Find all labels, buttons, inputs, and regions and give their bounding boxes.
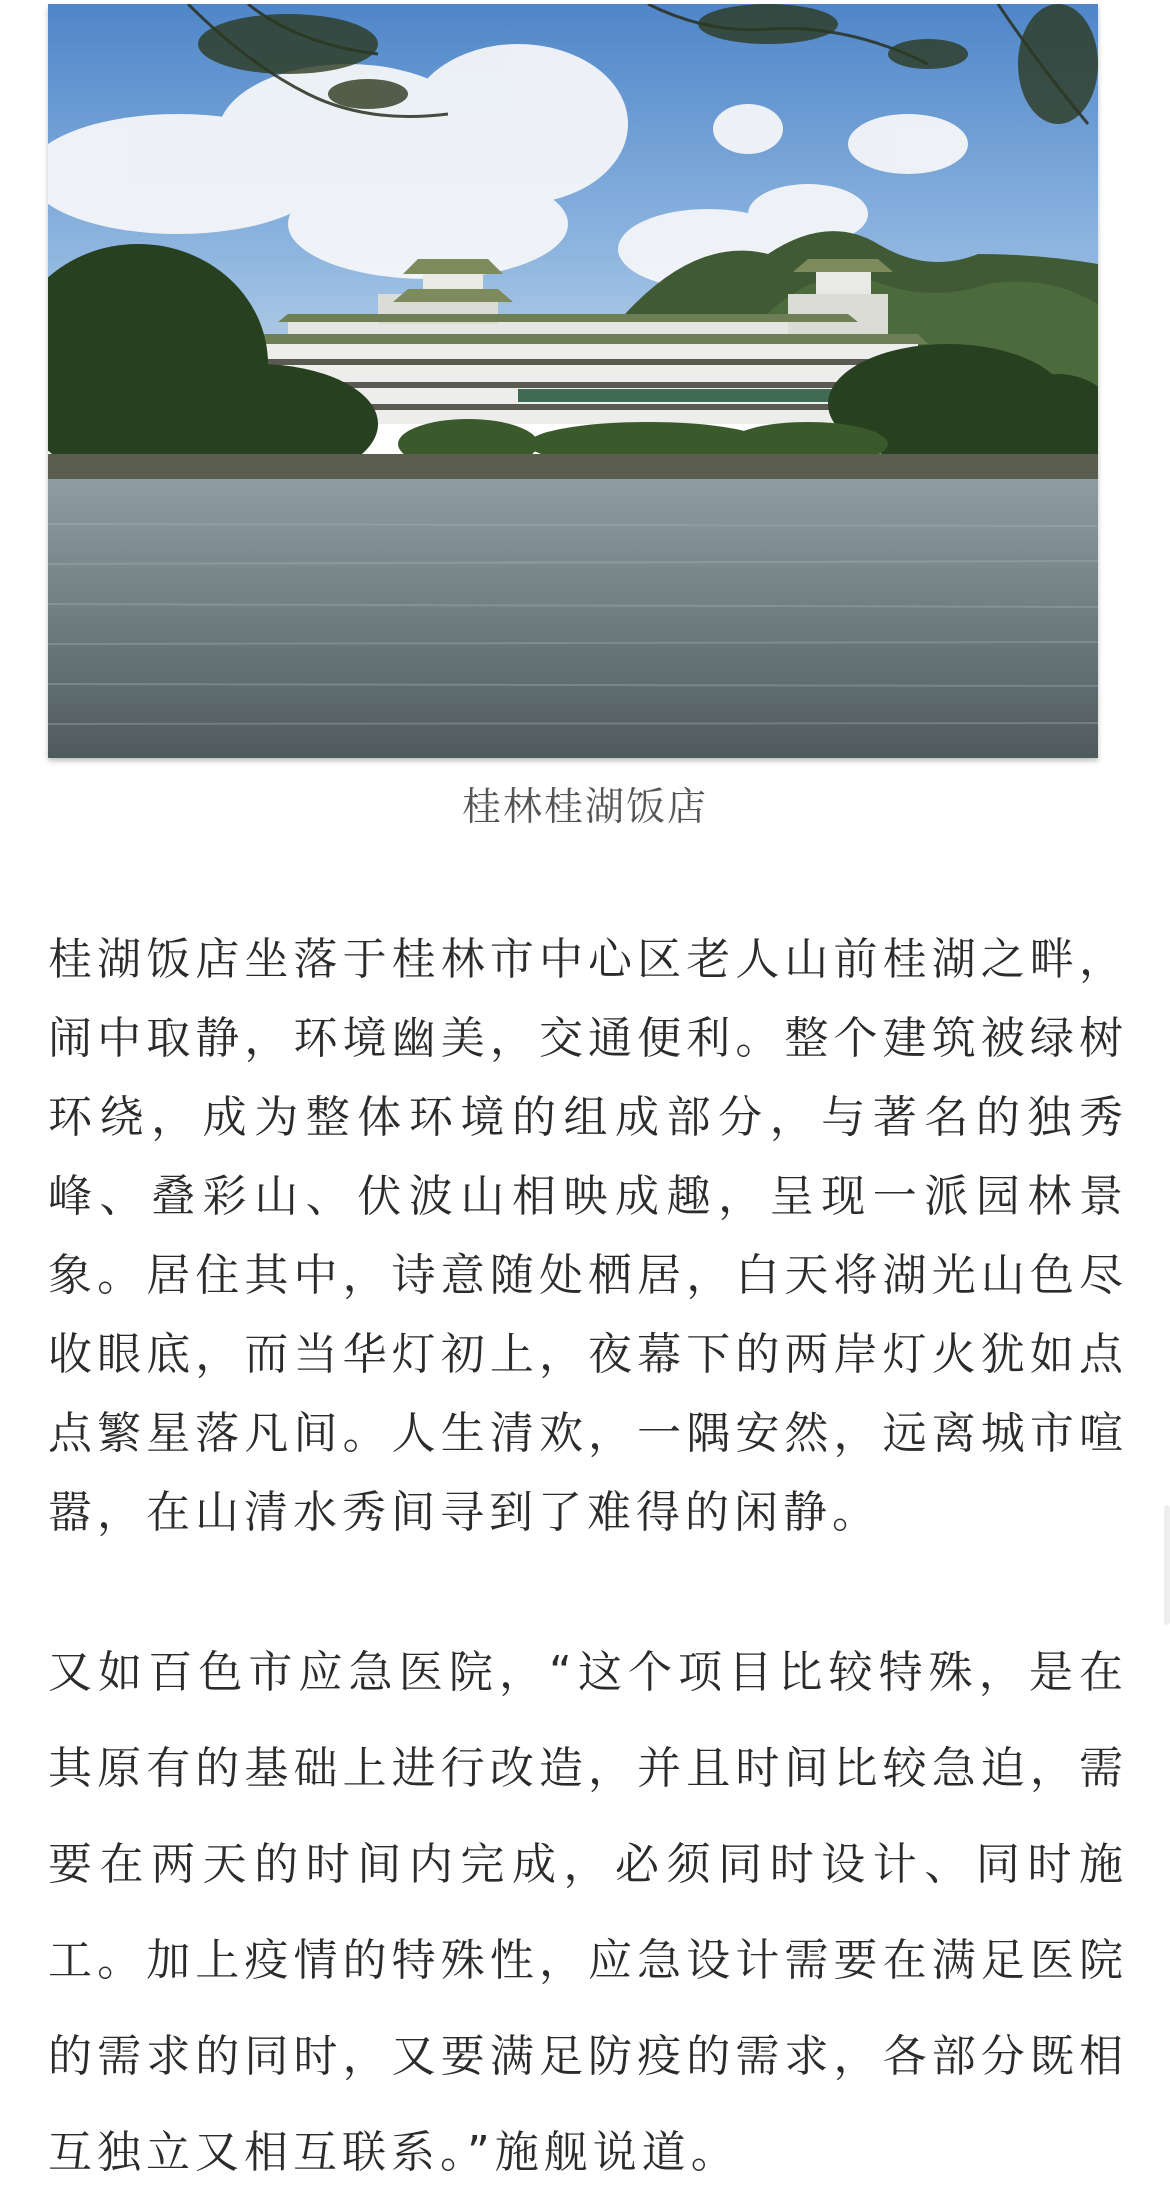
hotel-photo-illustration bbox=[48, 4, 1098, 758]
article-paragraph: 桂湖饭店坐落于桂林市中心区老人山前桂湖之畔，闹中取静，环境幽美，交通便利。整个建筑被绿树环绕，成为整体环境的组成部分，与著名的独秀峰、叠彩山、伏波山相映成趣，呈现一派园林景象。居住其中，诗意随处栖居，白天将湖光山色尽收眼底，而当华灯初上，夜幕下的两岸灯火犹如点点繁星落凡间。人生清欢，一隅安然，远离城市喧嚣，在山清水秀间寻到了难得的闲静。 bbox=[48, 934, 1128, 1538]
scrollbar[interactable] bbox=[1164, 1505, 1170, 1625]
article-paragraph: 又如百色市应急医院，“这个项目比较特殊，是在其原有的基础上进行改造，并且时间比较急迫，需要在两天的时间内完成，必须同时设计、同时施工。加上疫情的特殊性，应急设计需要在满足医院的需求的同时，又要满足防疫的需求，各部分既相互独立又相互联系。”施舰说道。 bbox=[48, 1647, 1128, 2178]
hotel-photo bbox=[48, 4, 1098, 758]
photo-caption: 桂林桂湖饭店 bbox=[461, 785, 708, 830]
